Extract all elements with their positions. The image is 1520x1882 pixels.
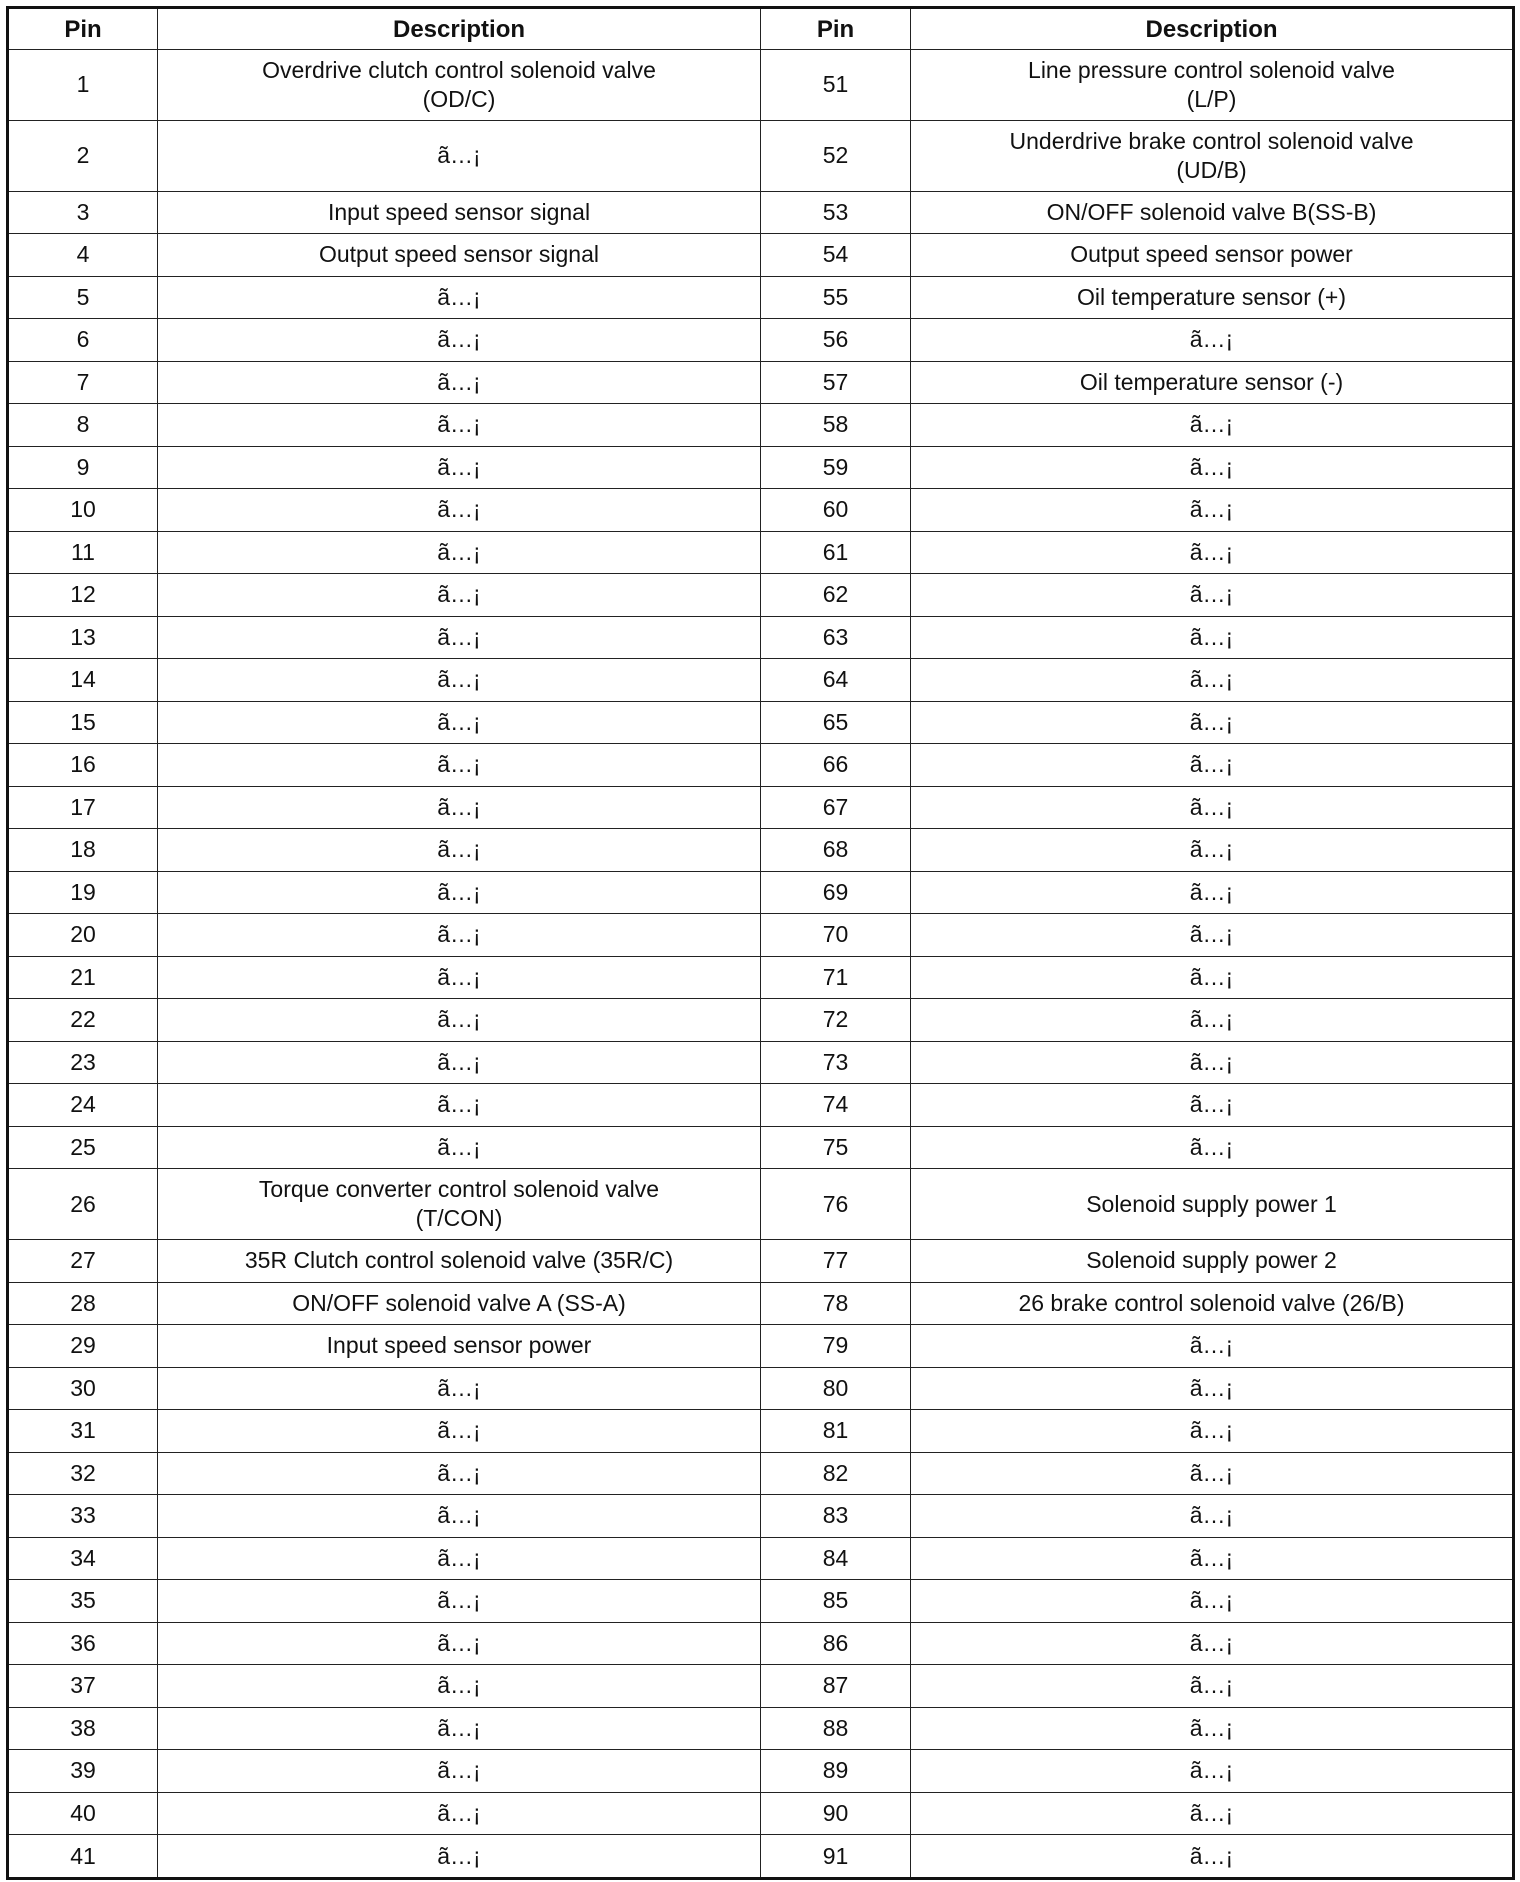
description-cell-left: 35R Clutch control solenoid valve (35R/C)	[158, 1240, 761, 1283]
pin-cell-left: 19	[8, 871, 158, 914]
pin-cell-right: 86	[761, 1622, 911, 1665]
pin-cell-right: 91	[761, 1835, 911, 1879]
pin-cell-right: 54	[761, 234, 911, 277]
description-cell-left: ã…¡	[158, 574, 761, 617]
pin-cell-left: 24	[8, 1084, 158, 1127]
description-cell-left: ã…¡	[158, 659, 761, 702]
description-cell-left: ã…¡	[158, 1792, 761, 1835]
pin-cell-right: 57	[761, 361, 911, 404]
description-cell-left: ã…¡	[158, 276, 761, 319]
description-cell-right: ã…¡	[911, 786, 1514, 829]
description-cell-right: Oil temperature sensor (+)	[911, 276, 1514, 319]
pin-cell-right: 82	[761, 1452, 911, 1495]
pin-cell-left: 12	[8, 574, 158, 617]
pin-cell-right: 89	[761, 1750, 911, 1793]
table-row	[8, 1410, 1514, 1453]
pin-cell-left: 6	[8, 319, 158, 362]
pin-cell-left: 13	[8, 616, 158, 659]
pin-cell-right: 83	[761, 1495, 911, 1538]
header-description-right: Description	[911, 8, 1514, 50]
table-body	[8, 50, 1514, 1879]
header-pin-right: Pin	[761, 8, 911, 50]
description-cell-left: ã…¡	[158, 1537, 761, 1580]
description-cell-left: ã…¡	[158, 1835, 761, 1879]
pin-cell-left: 37	[8, 1665, 158, 1708]
description-cell-left: ã…¡	[158, 404, 761, 447]
description-cell-left: ã…¡	[158, 1410, 761, 1453]
pin-cell-right: 88	[761, 1707, 911, 1750]
description-cell-right: ã…¡	[911, 489, 1514, 532]
description-cell-left: ã…¡	[158, 1495, 761, 1538]
description-cell-left: ã…¡	[158, 701, 761, 744]
description-cell-left: ã…¡	[158, 361, 761, 404]
table-row	[8, 956, 1514, 999]
table-row	[8, 999, 1514, 1042]
description-cell-left: ã…¡	[158, 999, 761, 1042]
table-row	[8, 1452, 1514, 1495]
pin-cell-right: 62	[761, 574, 911, 617]
description-cell-left: ã…¡	[158, 1084, 761, 1127]
table-row	[8, 659, 1514, 702]
pin-cell-left: 23	[8, 1041, 158, 1084]
description-cell-left: Output speed sensor signal	[158, 234, 761, 277]
description-cell-left: ã…¡	[158, 1452, 761, 1495]
pin-cell-right: 59	[761, 446, 911, 489]
pin-cell-left: 29	[8, 1325, 158, 1368]
description-cell-left: ã…¡	[158, 1707, 761, 1750]
pin-cell-right: 70	[761, 914, 911, 957]
description-cell-right: ã…¡	[911, 1325, 1514, 1368]
table-row	[8, 1580, 1514, 1623]
table-row	[8, 489, 1514, 532]
description-cell-right: ã…¡	[911, 1750, 1514, 1793]
description-cell-right: ã…¡	[911, 659, 1514, 702]
pin-cell-right: 77	[761, 1240, 911, 1283]
description-cell-left: ã…¡	[158, 1580, 761, 1623]
description-cell-right: ã…¡	[911, 956, 1514, 999]
pin-cell-left: 22	[8, 999, 158, 1042]
description-cell-left: ã…¡	[158, 829, 761, 872]
pin-cell-right: 85	[761, 1580, 911, 1623]
pin-description-table	[6, 6, 1515, 1880]
pin-cell-right: 53	[761, 191, 911, 234]
table-row	[8, 1169, 1514, 1240]
pin-cell-left: 32	[8, 1452, 158, 1495]
description-cell-right: Oil temperature sensor (-)	[911, 361, 1514, 404]
description-cell-left: ã…¡	[158, 120, 761, 191]
description-cell-left: ã…¡	[158, 1750, 761, 1793]
description-cell-right: ã…¡	[911, 701, 1514, 744]
pin-cell-right: 71	[761, 956, 911, 999]
pin-cell-left: 30	[8, 1367, 158, 1410]
description-cell-right: ã…¡	[911, 1792, 1514, 1835]
description-cell-left: ã…¡	[158, 489, 761, 532]
pin-cell-right: 76	[761, 1169, 911, 1240]
table-row	[8, 829, 1514, 872]
pin-cell-left: 20	[8, 914, 158, 957]
pin-cell-left: 36	[8, 1622, 158, 1665]
description-cell-right: ã…¡	[911, 1622, 1514, 1665]
pin-cell-right: 69	[761, 871, 911, 914]
description-cell-right: ã…¡	[911, 871, 1514, 914]
table-row	[8, 1240, 1514, 1283]
description-cell-right: ã…¡	[911, 1537, 1514, 1580]
table-row	[8, 1835, 1514, 1879]
pin-cell-left: 17	[8, 786, 158, 829]
description-cell-right: ã…¡	[911, 1084, 1514, 1127]
table-row	[8, 1707, 1514, 1750]
pin-cell-left: 41	[8, 1835, 158, 1879]
description-cell-left: Torque converter control solenoid valve (T/CON)	[158, 1169, 761, 1240]
description-cell-left: ã…¡	[158, 1367, 761, 1410]
pin-cell-left: 35	[8, 1580, 158, 1623]
table-row	[8, 1126, 1514, 1169]
description-cell-right: ã…¡	[911, 531, 1514, 574]
description-cell-left: ON/OFF solenoid valve A (SS-A)	[158, 1282, 761, 1325]
pin-cell-left: 34	[8, 1537, 158, 1580]
description-cell-right: Output speed sensor power	[911, 234, 1514, 277]
pin-cell-left: 38	[8, 1707, 158, 1750]
pin-cell-right: 64	[761, 659, 911, 702]
pin-cell-right: 75	[761, 1126, 911, 1169]
pin-cell-right: 87	[761, 1665, 911, 1708]
description-cell-right: ã…¡	[911, 1835, 1514, 1879]
pin-cell-left: 25	[8, 1126, 158, 1169]
pin-cell-left: 40	[8, 1792, 158, 1835]
table-row	[8, 531, 1514, 574]
table-row	[8, 1792, 1514, 1835]
description-cell-right: Line pressure control solenoid valve (L/P)	[911, 50, 1514, 121]
table-row	[8, 120, 1514, 191]
description-cell-left: ã…¡	[158, 914, 761, 957]
description-cell-right: ã…¡	[911, 1367, 1514, 1410]
pin-cell-right: 68	[761, 829, 911, 872]
description-cell-right: ã…¡	[911, 1041, 1514, 1084]
description-cell-right: ã…¡	[911, 999, 1514, 1042]
table-row	[8, 701, 1514, 744]
pin-cell-left: 11	[8, 531, 158, 574]
pin-cell-left: 31	[8, 1410, 158, 1453]
pin-cell-right: 65	[761, 701, 911, 744]
description-cell-right: ã…¡	[911, 1707, 1514, 1750]
table-row	[8, 319, 1514, 362]
pin-cell-right: 90	[761, 1792, 911, 1835]
table-row	[8, 744, 1514, 787]
description-cell-right: ã…¡	[911, 1410, 1514, 1453]
pin-cell-right: 66	[761, 744, 911, 787]
description-cell-right: ã…¡	[911, 1452, 1514, 1495]
table-row	[8, 574, 1514, 617]
table-row	[8, 1665, 1514, 1708]
description-cell-right: ã…¡	[911, 829, 1514, 872]
pin-cell-left: 16	[8, 744, 158, 787]
description-cell-right: ã…¡	[911, 1126, 1514, 1169]
pin-cell-left: 33	[8, 1495, 158, 1538]
pin-cell-right: 73	[761, 1041, 911, 1084]
table-row	[8, 1367, 1514, 1410]
description-cell-left: ã…¡	[158, 1041, 761, 1084]
pin-cell-right: 81	[761, 1410, 911, 1453]
pin-cell-left: 21	[8, 956, 158, 999]
description-cell-left: ã…¡	[158, 616, 761, 659]
pin-cell-left: 7	[8, 361, 158, 404]
pin-cell-right: 58	[761, 404, 911, 447]
table-row	[8, 1537, 1514, 1580]
pin-cell-left: 1	[8, 50, 158, 121]
description-cell-right: 26 brake control solenoid valve (26/B)	[911, 1282, 1514, 1325]
pin-cell-left: 26	[8, 1169, 158, 1240]
pin-cell-right: 63	[761, 616, 911, 659]
pin-cell-left: 28	[8, 1282, 158, 1325]
description-cell-right: ã…¡	[911, 446, 1514, 489]
pin-cell-right: 78	[761, 1282, 911, 1325]
description-cell-right: ã…¡	[911, 1665, 1514, 1708]
pin-cell-right: 61	[761, 531, 911, 574]
table-row	[8, 1750, 1514, 1793]
description-cell-right: ã…¡	[911, 744, 1514, 787]
table-row	[8, 1622, 1514, 1665]
table-row	[8, 404, 1514, 447]
description-cell-right: Solenoid supply power 2	[911, 1240, 1514, 1283]
description-cell-left: ã…¡	[158, 871, 761, 914]
table-row	[8, 1041, 1514, 1084]
description-cell-left: ã…¡	[158, 531, 761, 574]
pin-cell-right: 72	[761, 999, 911, 1042]
description-cell-right: ã…¡	[911, 1580, 1514, 1623]
header-pin-left: Pin	[8, 8, 158, 50]
description-cell-left: ã…¡	[158, 1622, 761, 1665]
description-cell-left: ã…¡	[158, 1665, 761, 1708]
table-row	[8, 361, 1514, 404]
description-cell-right: ã…¡	[911, 404, 1514, 447]
table-row	[8, 914, 1514, 957]
table-row	[8, 234, 1514, 277]
description-cell-right: ã…¡	[911, 319, 1514, 362]
description-cell-left: ã…¡	[158, 319, 761, 362]
pin-cell-left: 27	[8, 1240, 158, 1283]
table-row	[8, 1282, 1514, 1325]
description-cell-right: Solenoid supply power 1	[911, 1169, 1514, 1240]
description-cell-left: Input speed sensor power	[158, 1325, 761, 1368]
description-cell-left: Overdrive clutch control solenoid valve (OD/C)	[158, 50, 761, 121]
description-cell-left: ã…¡	[158, 1126, 761, 1169]
table-row	[8, 616, 1514, 659]
pin-cell-right: 74	[761, 1084, 911, 1127]
description-cell-left: Input speed sensor signal	[158, 191, 761, 234]
pin-cell-right: 56	[761, 319, 911, 362]
pin-cell-right: 80	[761, 1367, 911, 1410]
pin-cell-left: 18	[8, 829, 158, 872]
description-cell-left: ã…¡	[158, 786, 761, 829]
pin-cell-left: 15	[8, 701, 158, 744]
description-cell-left: ã…¡	[158, 446, 761, 489]
pin-cell-left: 2	[8, 120, 158, 191]
table-row	[8, 1495, 1514, 1538]
pin-cell-right: 60	[761, 489, 911, 532]
table-row	[8, 191, 1514, 234]
description-cell-left: ã…¡	[158, 956, 761, 999]
pin-cell-right: 51	[761, 50, 911, 121]
table-header-row	[8, 8, 1514, 50]
description-cell-right: ã…¡	[911, 914, 1514, 957]
description-cell-right: ã…¡	[911, 574, 1514, 617]
pin-cell-right: 84	[761, 1537, 911, 1580]
pin-cell-left: 8	[8, 404, 158, 447]
table-row	[8, 871, 1514, 914]
description-cell-right: ã…¡	[911, 1495, 1514, 1538]
pin-cell-left: 3	[8, 191, 158, 234]
pin-cell-left: 39	[8, 1750, 158, 1793]
pin-cell-right: 55	[761, 276, 911, 319]
pin-cell-left: 14	[8, 659, 158, 702]
pin-cell-right: 52	[761, 120, 911, 191]
table-row	[8, 786, 1514, 829]
pin-cell-left: 10	[8, 489, 158, 532]
pin-cell-right: 79	[761, 1325, 911, 1368]
description-cell-right: ã…¡	[911, 616, 1514, 659]
table-row	[8, 1084, 1514, 1127]
pin-cell-right: 67	[761, 786, 911, 829]
description-cell-left: ã…¡	[158, 744, 761, 787]
header-description-left: Description	[158, 8, 761, 50]
table-row	[8, 50, 1514, 121]
table-row	[8, 446, 1514, 489]
pin-cell-left: 4	[8, 234, 158, 277]
table-row	[8, 1325, 1514, 1368]
description-cell-right: Underdrive brake control solenoid valve (UD/B)	[911, 120, 1514, 191]
table-row	[8, 276, 1514, 319]
pin-cell-left: 5	[8, 276, 158, 319]
description-cell-right: ON/OFF solenoid valve B(SS-B)	[911, 191, 1514, 234]
pin-cell-left: 9	[8, 446, 158, 489]
